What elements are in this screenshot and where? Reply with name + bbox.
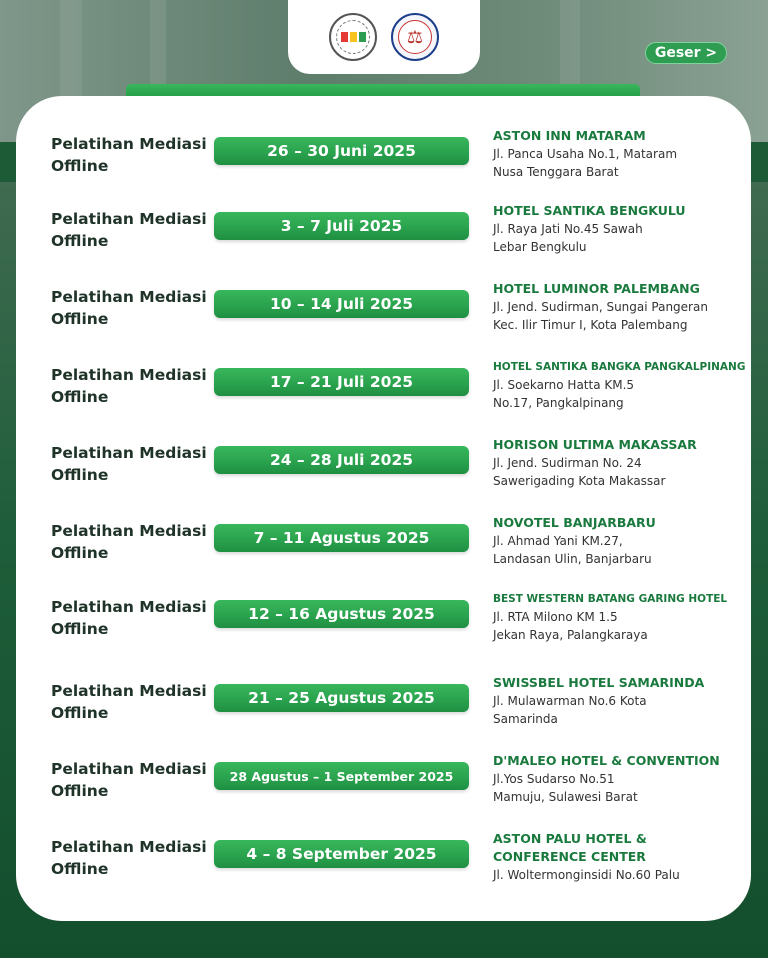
date-pill: 26 – 30 Juni 2025 xyxy=(214,137,469,165)
logo-header xyxy=(288,0,480,74)
schedule-row xyxy=(16,586,751,656)
venue-address-line: Jl. RTA Milono KM 1.5 xyxy=(493,610,618,624)
scales-icon: ⚖ xyxy=(398,20,432,54)
next-slide-button[interactable]: Geser > xyxy=(645,42,727,64)
venue-address-line: Landasan Ulin, Banjarbaru xyxy=(493,552,652,566)
training-label: Pelatihan Mediasi Offline xyxy=(51,682,207,722)
training-label: Pelatihan Mediasi Offline xyxy=(51,522,207,562)
training-label: Pelatihan Mediasi Offline xyxy=(51,760,207,800)
venue-block xyxy=(493,436,748,490)
venue-block xyxy=(493,127,748,181)
venue-address-line: Samarinda xyxy=(493,712,558,726)
training-label: Pelatihan Mediasi Offline xyxy=(51,598,207,638)
venue-name: NOVOTEL BANJARBARU xyxy=(493,515,656,530)
schedule-row xyxy=(16,276,751,346)
training-label: Pelatihan Mediasi Offline xyxy=(51,210,207,250)
venue-name: ASTON PALU HOTEL & CONFERENCE CENTER xyxy=(493,831,647,864)
date-pill: 24 – 28 Juli 2025 xyxy=(214,446,469,474)
ippi-logo xyxy=(329,13,377,61)
venue-block xyxy=(493,752,748,806)
venue-block xyxy=(493,358,748,412)
venue-address-line: Jl. Jend. Sudirman, Sungai Pangeran xyxy=(493,300,708,314)
schedule-row xyxy=(16,432,751,502)
venue-name: HOTEL SANTIKA BENGKULU xyxy=(493,203,686,218)
date-pill: 7 – 11 Agustus 2025 xyxy=(214,524,469,552)
date-pill: 28 Agustus – 1 September 2025 xyxy=(214,762,469,790)
mediator-seal-logo xyxy=(391,13,439,61)
venue-name: HOTEL SANTIKA BANGKA PANGKALPINANG xyxy=(493,361,746,373)
training-label: Pelatihan Mediasi Offline xyxy=(51,288,207,328)
venue-block xyxy=(493,590,748,644)
date-pill: 4 – 8 September 2025 xyxy=(214,840,469,868)
venue-address-line: Jl. Ahmad Yani KM.27, xyxy=(493,534,623,548)
date-pill: 10 – 14 Juli 2025 xyxy=(214,290,469,318)
venue-address-line: Jl. Mulawarman No.6 Kota xyxy=(493,694,647,708)
venue-address-line: Jl. Panca Usaha No.1, Mataram xyxy=(493,147,678,161)
venue-name: HOTEL LUMINOR PALEMBANG xyxy=(493,281,700,296)
venue-address-line: Kec. Ilir Timur I, Kota Palembang xyxy=(493,318,688,332)
venue-address-line: Mamuju, Sulawesi Barat xyxy=(493,790,638,804)
training-label: Pelatihan Mediasi Offline xyxy=(51,838,207,878)
venue-block xyxy=(493,280,748,334)
schedule-row xyxy=(16,826,751,896)
venue-block xyxy=(493,674,748,728)
training-label: Pelatihan Mediasi Offline xyxy=(51,366,207,406)
venue-address-line: Nusa Tenggara Barat xyxy=(493,165,619,179)
schedule-row xyxy=(16,198,751,268)
schedule-row xyxy=(16,510,751,580)
venue-address-line: No.17, Pangkalpinang xyxy=(493,396,624,410)
venue-address-line: Jl.Yos Sudarso No.51 xyxy=(493,772,615,786)
venue-address-line: Lebar Bengkulu xyxy=(493,240,587,254)
date-pill: 3 – 7 Juli 2025 xyxy=(214,212,469,240)
venue-address-line: Jl. Jend. Sudirman No. 24 xyxy=(493,456,642,470)
date-pill: 21 – 25 Agustus 2025 xyxy=(214,684,469,712)
date-pill: 12 – 16 Agustus 2025 xyxy=(214,600,469,628)
schedule-row xyxy=(16,670,751,740)
venue-address-line: Jl. Raya Jati No.45 Sawah xyxy=(493,222,643,236)
venue-address-line: Sawerigading Kota Makassar xyxy=(493,474,666,488)
training-label: Pelatihan Mediasi Offline xyxy=(51,135,207,175)
venue-name: D'MALEO HOTEL & CONVENTION xyxy=(493,753,720,768)
venue-address-line: Jekan Raya, Palangkaraya xyxy=(493,628,648,642)
schedule-row xyxy=(16,123,751,193)
venue-block xyxy=(493,202,748,256)
venue-name: ASTON INN MATARAM xyxy=(493,128,646,143)
date-pill: 17 – 21 Juli 2025 xyxy=(214,368,469,396)
venue-block xyxy=(493,830,748,884)
venue-address-line: Jl. Soekarno Hatta KM.5 xyxy=(493,378,635,392)
schedule-card xyxy=(16,96,751,921)
schedule-row xyxy=(16,748,751,818)
schedule-row xyxy=(16,354,751,424)
venue-name: HORISON ULTIMA MAKASSAR xyxy=(493,437,697,452)
training-label: Pelatihan Mediasi Offline xyxy=(51,444,207,484)
venue-name: BEST WESTERN BATANG GARING HOTEL xyxy=(493,593,728,605)
venue-block xyxy=(493,514,748,568)
venue-address-line: Jl. Woltermonginsidi No.60 Palu xyxy=(493,868,680,882)
venue-name: SWISSBEL HOTEL SAMARINDA xyxy=(493,675,705,690)
